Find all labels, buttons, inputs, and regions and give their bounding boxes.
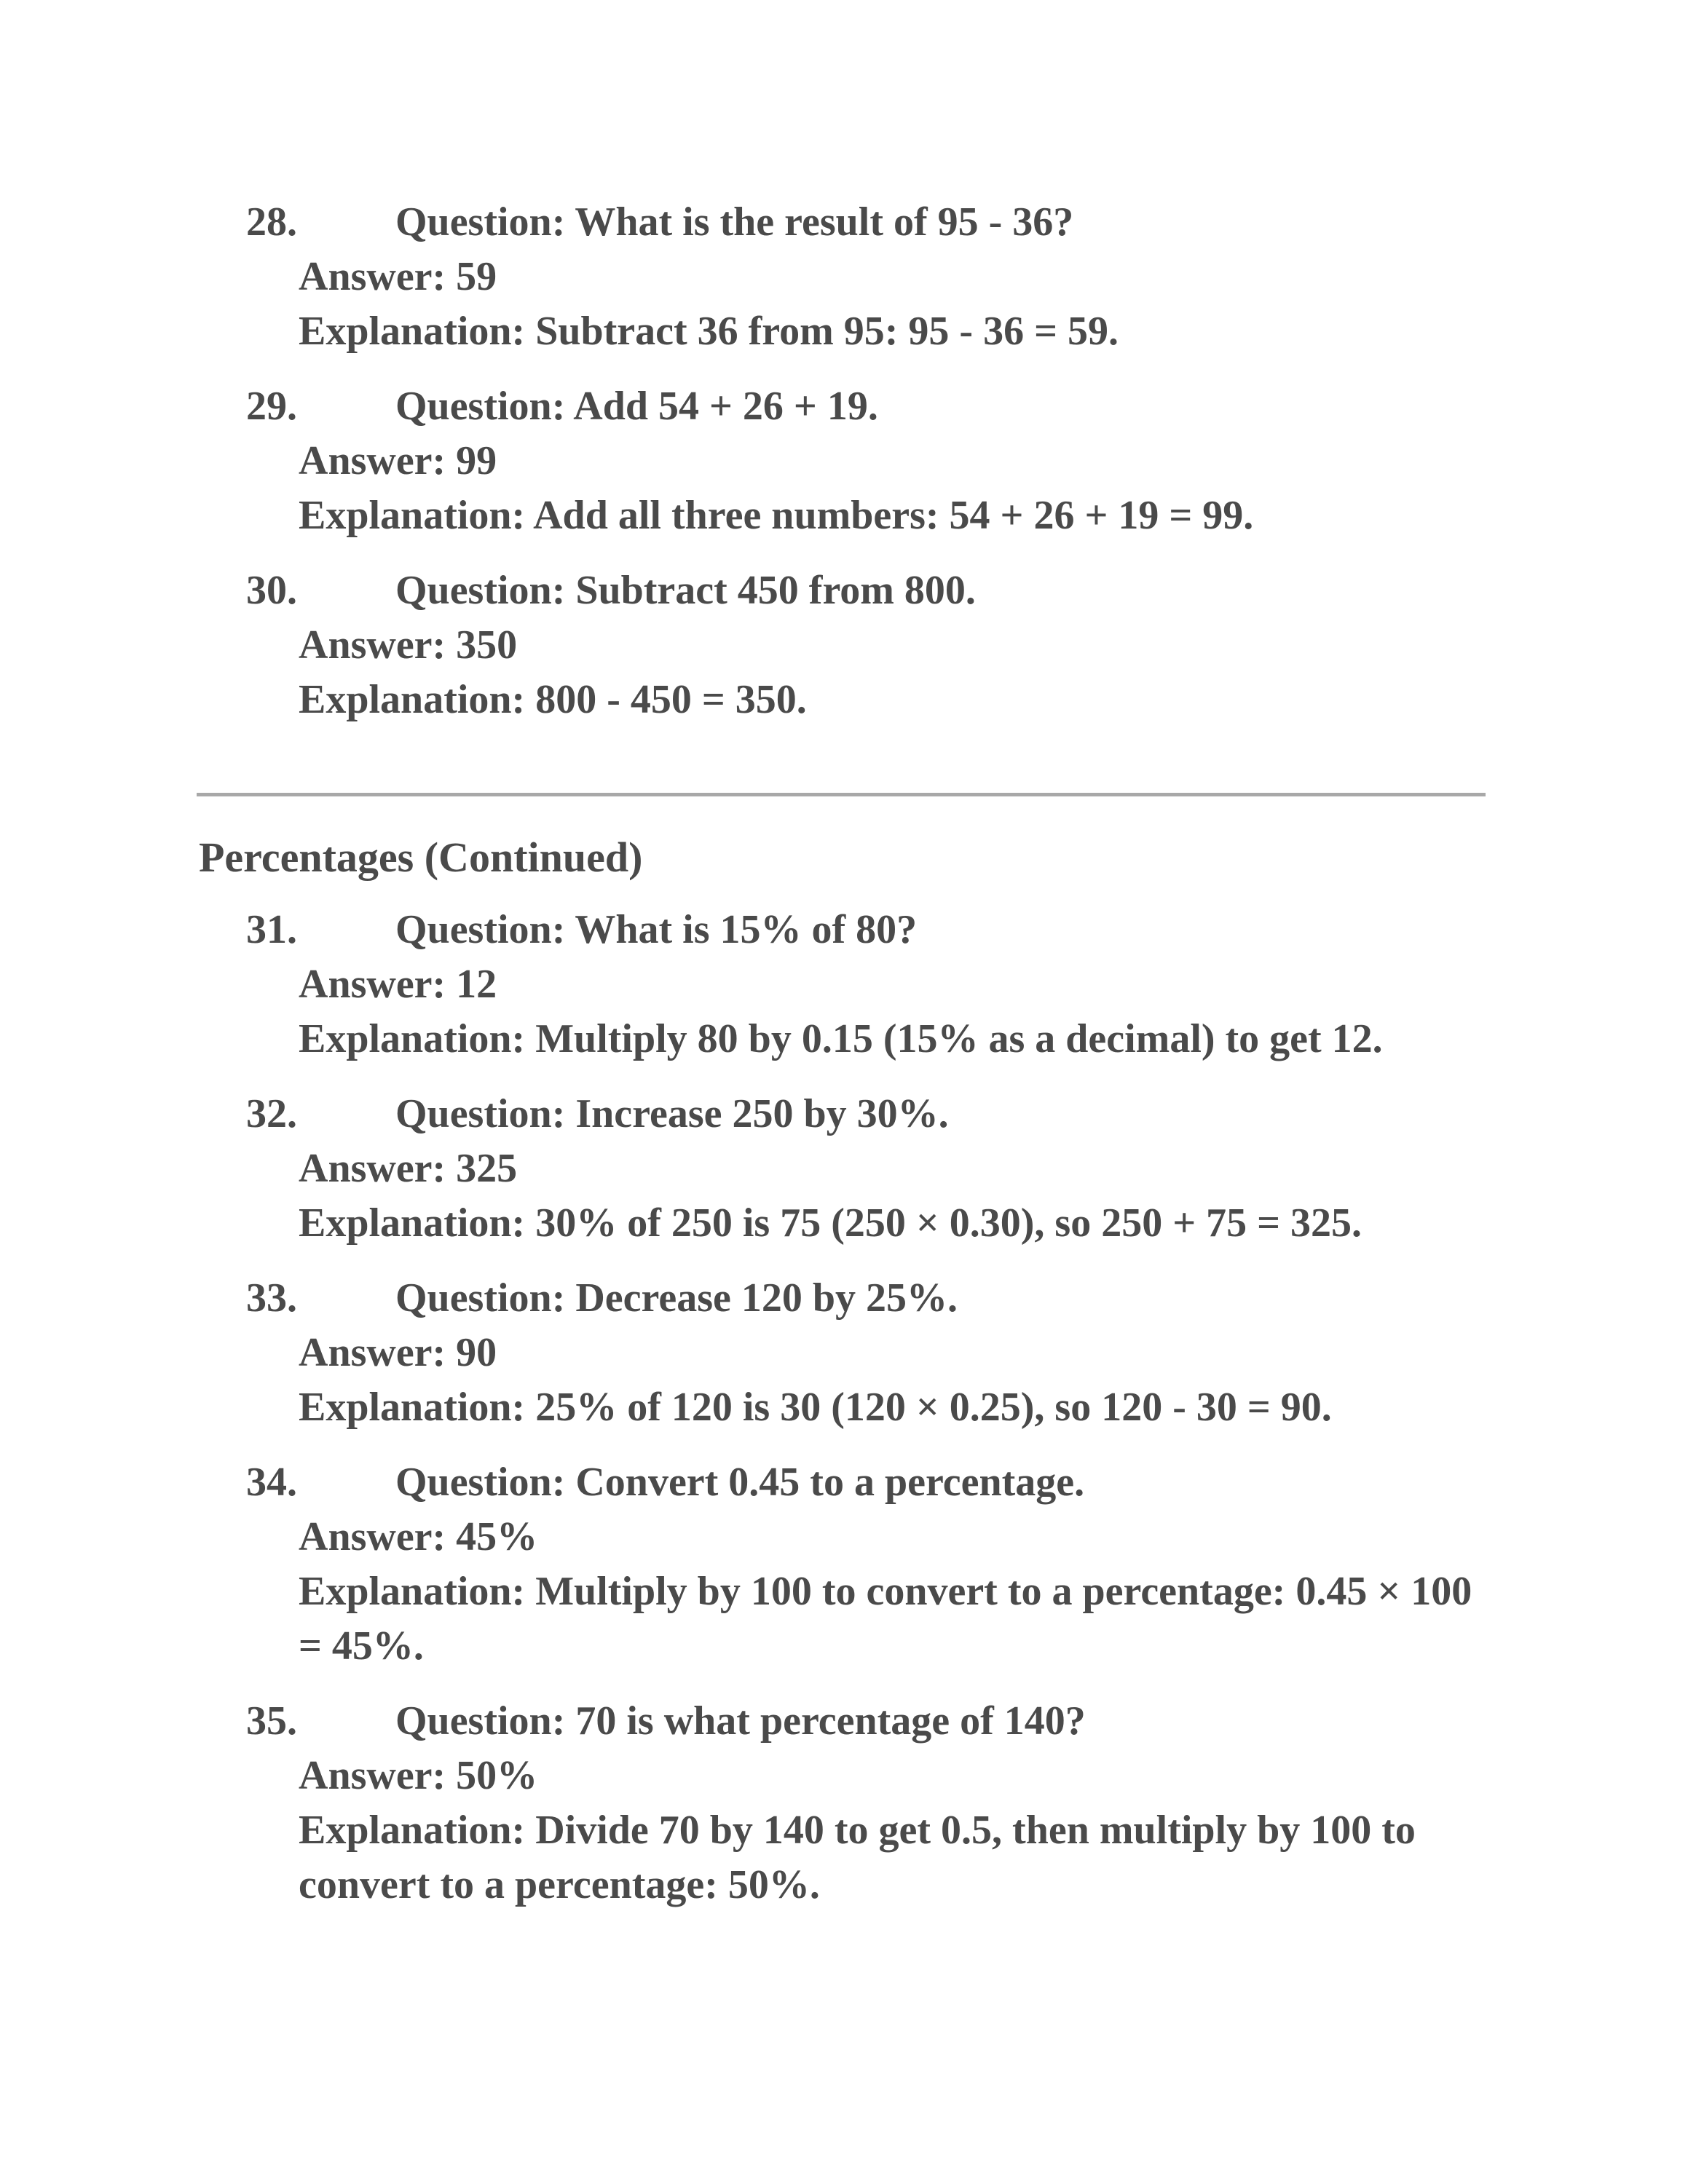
- question-line: [0, 379, 1688, 434]
- item-number: 32.: [246, 1091, 297, 1136]
- explanation-text: Explanation: Multiply 80 by 0.15 (15% as a decimal) to get 12.: [299, 1016, 1383, 1061]
- question-line: [0, 195, 1688, 250]
- question-text: Question: Increase 250 by 30%.: [395, 1091, 949, 1136]
- question-line: [0, 563, 1688, 618]
- item-number: 34.: [246, 1460, 297, 1505]
- qa-item-29: [0, 379, 1688, 543]
- qa-item-32: [0, 1087, 1688, 1251]
- question-text: Question: What is 15% of 80?: [395, 907, 918, 952]
- qa-list-arithmetic: [0, 195, 1688, 748]
- answer-text: Answer: 12: [299, 962, 497, 1007]
- question-line: [0, 1087, 1688, 1142]
- section-heading: Percentages (Continued): [199, 834, 643, 881]
- qa-item-33: [0, 1271, 1688, 1435]
- item-number: 33.: [246, 1275, 297, 1321]
- explanation-text: Explanation: 30% of 250 is 75 (250 × 0.30), so 250 + 75 = 325.: [299, 1200, 1362, 1246]
- item-number: 29.: [246, 384, 297, 429]
- answer-text: Answer: 350: [299, 622, 518, 668]
- explanation-text: Explanation: 800 - 450 = 350.: [299, 677, 807, 722]
- qa-list-percentages: [0, 903, 1688, 1933]
- qa-item-35: [0, 1694, 1688, 1912]
- question-text: Question: What is the result of 95 - 36?: [395, 199, 1074, 245]
- question-line: [0, 1455, 1688, 1510]
- answer-text: Answer: 59: [299, 254, 497, 299]
- item-number: 31.: [246, 907, 297, 952]
- item-number: 35.: [246, 1698, 297, 1744]
- explanation-text: Explanation: Subtract 36 from 95: 95 - 36 = 59.: [299, 309, 1119, 354]
- explanation-text: Explanation: Multiply by 100 to convert to a percentage: 0.45 × 100 = 45%.: [299, 1569, 1472, 1669]
- question-line: [0, 903, 1688, 957]
- item-number: 28.: [246, 199, 297, 245]
- explanation-text: Explanation: Add all three numbers: 54 + 26 + 19 = 99.: [299, 493, 1254, 538]
- item-number: 30.: [246, 568, 297, 613]
- answer-text: Answer: 325: [299, 1146, 518, 1191]
- question-text: Question: Subtract 450 from 800.: [395, 568, 976, 613]
- question-text: Question: Convert 0.45 to a percentage.: [395, 1460, 1085, 1505]
- answer-text: Answer: 90: [299, 1330, 497, 1375]
- answer-text: Answer: 45%: [299, 1514, 538, 1559]
- question-line: [0, 1694, 1688, 1749]
- qa-item-28: [0, 195, 1688, 359]
- answer-text: Answer: 99: [299, 438, 497, 483]
- qa-item-30: [0, 563, 1688, 727]
- section-divider: [197, 793, 1486, 796]
- qa-item-34: [0, 1455, 1688, 1674]
- explanation-text: Explanation: Divide 70 by 140 to get 0.5, then multiply by 100 to convert to a percentage: 50%.: [299, 1808, 1416, 1907]
- question-text: Question: Decrease 120 by 25%.: [395, 1275, 958, 1321]
- question-line: [0, 1271, 1688, 1326]
- answer-text: Answer: 50%: [299, 1753, 538, 1798]
- question-text: Question: Add 54 + 26 + 19.: [395, 384, 878, 429]
- qa-item-31: [0, 903, 1688, 1067]
- explanation-text: Explanation: 25% of 120 is 30 (120 × 0.25), so 120 - 30 = 90.: [299, 1385, 1332, 1430]
- question-text: Question: 70 is what percentage of 140?: [395, 1698, 1086, 1744]
